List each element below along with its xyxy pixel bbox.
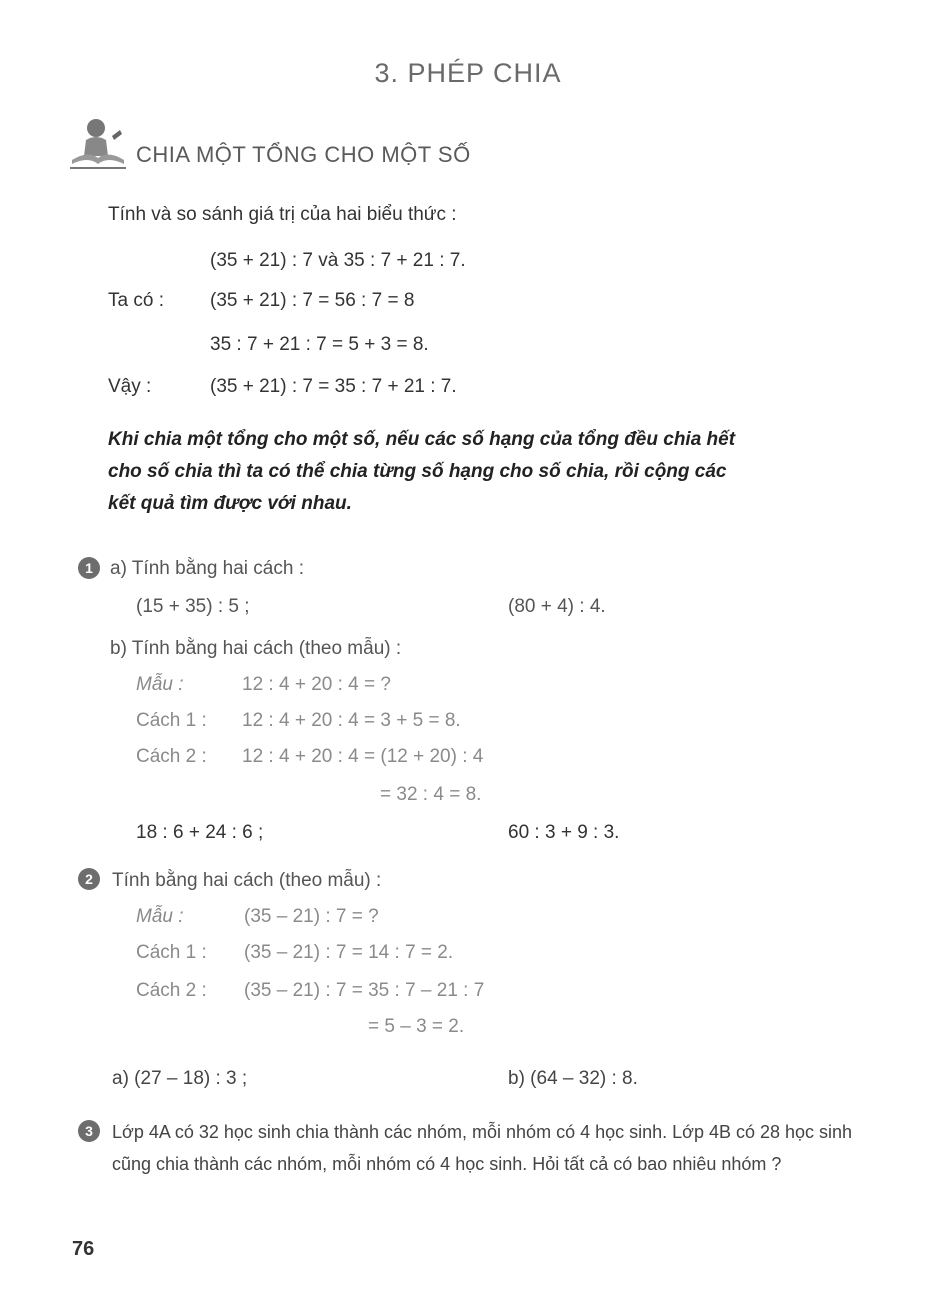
ex1-cach2-expr: 12 : 4 + 20 : 4 = (12 + 20) : 4 <box>242 746 484 767</box>
ex1-mau-expr: 12 : 4 + 20 : 4 = ? <box>242 674 391 695</box>
intro-line-3: (35 + 21) : 7 = 35 : 7 + 21 : 7. <box>210 376 457 397</box>
ex1-cach2-cont: = 32 : 4 = 8. <box>380 784 482 805</box>
intro-expression: (35 + 21) : 7 và 35 : 7 + 21 : 7. <box>210 250 466 271</box>
ex2-b: b) (64 – 32) : 8. <box>508 1068 638 1089</box>
chapter-title: 3. PHÉP CHIA <box>374 58 562 88</box>
ex2-cach2-cont: = 5 – 3 = 2. <box>368 1016 465 1037</box>
ex2-cach2-label: Cách 2 : <box>136 980 207 1001</box>
ex2-cach1-label: Cách 1 : <box>136 942 207 963</box>
ex1-a-label: a) Tính bằng hai cách : <box>110 558 304 579</box>
ex2-mau-expr: (35 – 21) : 7 = ? <box>244 906 379 927</box>
student-reading-icon <box>66 116 130 172</box>
intro-line-1: (35 + 21) : 7 = 56 : 7 = 8 <box>210 290 415 311</box>
exercise-2-badge: 2 <box>78 868 100 890</box>
ex2-label: Tính bằng hai cách (theo mẫu) : <box>112 870 382 891</box>
exercise-1-badge: 1 <box>78 557 100 579</box>
ex1-mau-label: Mẫu : <box>136 674 184 695</box>
ex1-cach2-label: Cách 2 : <box>136 746 207 767</box>
rule-line-2: cho số chia thì ta có thể chia từng số hạng cho số chia, rồi cộng các <box>108 461 727 482</box>
ex1-b-right: 60 : 3 + 9 : 3. <box>508 822 620 843</box>
intro-task: Tính và so sánh giá trị của hai biểu thức : <box>108 204 457 225</box>
vay-label: Vậy : <box>108 376 152 397</box>
ex2-a: a) (27 – 18) : 3 ; <box>112 1068 248 1089</box>
rule-box <box>108 424 848 520</box>
ex3-text: Lớp 4A có 32 học sinh chia thành các nhóm, mỗi nhóm có 4 học sinh. Lớp 4B có 28 học sinh cũng chia thành các nhóm, mỗi nhóm có 4 học sinh. Hỏi tất cả có bao nhiêu nhóm ? <box>112 1122 853 1174</box>
ex1-a-right: (80 + 4) : 4. <box>508 596 606 617</box>
exercise-3-badge: 3 <box>78 1120 100 1142</box>
ex2-cach2-expr: (35 – 21) : 7 = 35 : 7 – 21 : 7 <box>244 980 485 1001</box>
ex1-cach1-label: Cách 1 : <box>136 710 207 731</box>
section-title: CHIA MỘT TỔNG CHO MỘT SỐ <box>136 142 471 167</box>
page-number: 76 <box>72 1238 95 1260</box>
ex2-cach1-expr: (35 – 21) : 7 = 14 : 7 = 2. <box>244 942 454 963</box>
ex1-a-left: (15 + 35) : 5 ; <box>136 596 250 617</box>
rule-line-3: kết quả tìm được với nhau. <box>108 493 352 514</box>
rule-line-1: Khi chia một tổng cho một số, nếu các số hạng của tổng đều chia hết <box>108 429 736 450</box>
ex1-b-left: 18 : 6 + 24 : 6 ; <box>136 822 264 843</box>
intro-line-2: 35 : 7 + 21 : 7 = 5 + 3 = 8. <box>210 334 429 355</box>
taco-label: Ta có : <box>108 290 164 311</box>
ex1-b-label: b) Tính bằng hai cách (theo mẫu) : <box>110 638 402 659</box>
ex2-mau-label: Mẫu : <box>136 906 184 927</box>
ex1-cach1-expr: 12 : 4 + 20 : 4 = 3 + 5 = 8. <box>242 710 461 731</box>
